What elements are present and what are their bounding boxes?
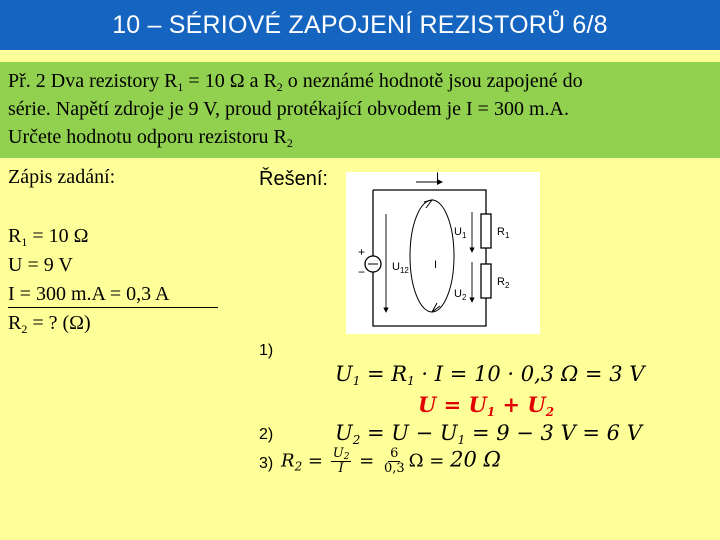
step-1-label: 1) — [259, 342, 274, 359]
eq-text: U — [335, 421, 353, 445]
minus-sign: − — [358, 265, 366, 279]
assignment-box — [0, 62, 720, 158]
resistor-r2 — [481, 264, 491, 298]
circuit-diagram — [346, 172, 540, 334]
left-wire-bottom — [373, 272, 486, 326]
given-text: = ? (Ω) — [27, 312, 91, 334]
r1-label: R — [497, 226, 505, 238]
subscript: 12 — [399, 266, 409, 275]
eq-text: = 9 − 3 V = 6 V — [465, 421, 642, 445]
subscript: 1 — [486, 405, 496, 419]
eq-text: = R — [360, 362, 408, 386]
current-label: I — [436, 172, 440, 183]
svg-text:R1 — [497, 226, 510, 240]
step-2-label: 2) — [259, 426, 274, 443]
svg-text:R2 — [497, 276, 510, 290]
subscript: 1 — [504, 231, 510, 240]
solution-title: Řešení: — [259, 168, 328, 190]
loop-current-label: I — [434, 259, 438, 271]
assignment-line-2: série. Napětí zdroje je 9 V, proud protékající obvodem je I = 300 m.A. — [8, 98, 569, 120]
subscript: 1 — [177, 80, 184, 94]
eq-text: U — [332, 446, 344, 461]
equation-step-1 — [335, 362, 644, 386]
series-voltage-rule — [418, 392, 554, 417]
u2-label: U — [454, 288, 462, 300]
step-3-label: 3) — [259, 455, 274, 472]
given-underline — [8, 307, 218, 308]
slide-title: 10 – SÉRIOVÉ ZAPOJENÍ REZISTORŮ 6/8 — [112, 10, 608, 39]
eq-text: Ω = — [408, 450, 451, 472]
fraction-denominator: 0,3 — [383, 461, 405, 476]
assignment-line-1 — [8, 67, 712, 95]
u1-label: U — [454, 226, 462, 238]
current-loop — [410, 200, 454, 312]
subscript: 2 — [343, 452, 350, 462]
eq-text: U = U — [418, 392, 487, 417]
given-u: U = 9 V — [8, 254, 73, 276]
equation-step-3 — [281, 447, 501, 476]
eq-text: = — [302, 450, 329, 472]
subscript: 2 — [294, 459, 303, 474]
subscript: 2 — [286, 136, 293, 150]
fraction-numerator — [331, 447, 352, 462]
subscript: 2 — [21, 322, 28, 336]
fraction-numerator: 6 — [390, 446, 399, 461]
given-text: = 10 Ω — [27, 225, 89, 247]
circuit-svg — [346, 172, 540, 334]
u12-label: U — [392, 261, 400, 273]
result-r2: 20 Ω — [450, 447, 501, 472]
subscript: 1 — [21, 235, 28, 249]
given-r1 — [8, 222, 169, 251]
r2-label: R — [497, 276, 505, 288]
subscript: 2 — [504, 281, 510, 290]
given-list — [8, 222, 169, 338]
given-text: R — [8, 225, 22, 247]
given-r2 — [8, 309, 169, 338]
resistor-r1 — [481, 214, 491, 248]
equation-step-2 — [335, 421, 642, 445]
svg-text:U1 — [454, 226, 467, 240]
loop-arrow-top — [424, 200, 432, 208]
eq-text: = U − U — [360, 421, 458, 445]
subscript: 2 — [352, 433, 361, 447]
assignment-text: o neznámé hodnotě jsou zapojené do — [282, 70, 583, 92]
svg-text:U12 — [392, 261, 409, 275]
eq-text: U — [335, 362, 353, 386]
subscript: 2 — [461, 293, 467, 302]
top-wire — [373, 190, 486, 214]
plus-sign: + — [358, 245, 366, 259]
subscript: 1 — [457, 433, 466, 447]
fraction-6-over-0-3 — [382, 447, 407, 476]
subscript: 2 — [545, 405, 555, 419]
fraction-denominator: I — [338, 461, 344, 476]
eq-text: = — [353, 450, 380, 472]
eq-text: R — [281, 450, 295, 472]
eq-text: + U — [495, 392, 546, 417]
eq-text: · I = 10 · 0,3 Ω = 3 V — [414, 362, 645, 386]
slide-title-bar — [0, 0, 720, 50]
given-i: I = 300 m.A = 0,3 A — [8, 283, 170, 305]
svg-text:U2 — [454, 288, 467, 302]
assignment-text: = 10 Ω a R — [183, 70, 277, 92]
subscript: 1 — [407, 374, 415, 388]
assignment-text: Určete hodnotu odporu rezistoru R — [8, 126, 287, 148]
fraction-u2-over-i — [331, 447, 352, 476]
assignment-text: Př. 2 Dva rezistory R — [8, 70, 178, 92]
subscript: 1 — [461, 231, 467, 240]
subscript: 2 — [276, 80, 283, 94]
given-text: R — [8, 312, 22, 334]
assignment-line-3 — [8, 123, 712, 151]
subscript: 1 — [352, 374, 361, 388]
given-title: Zápis zadání: — [8, 166, 116, 188]
